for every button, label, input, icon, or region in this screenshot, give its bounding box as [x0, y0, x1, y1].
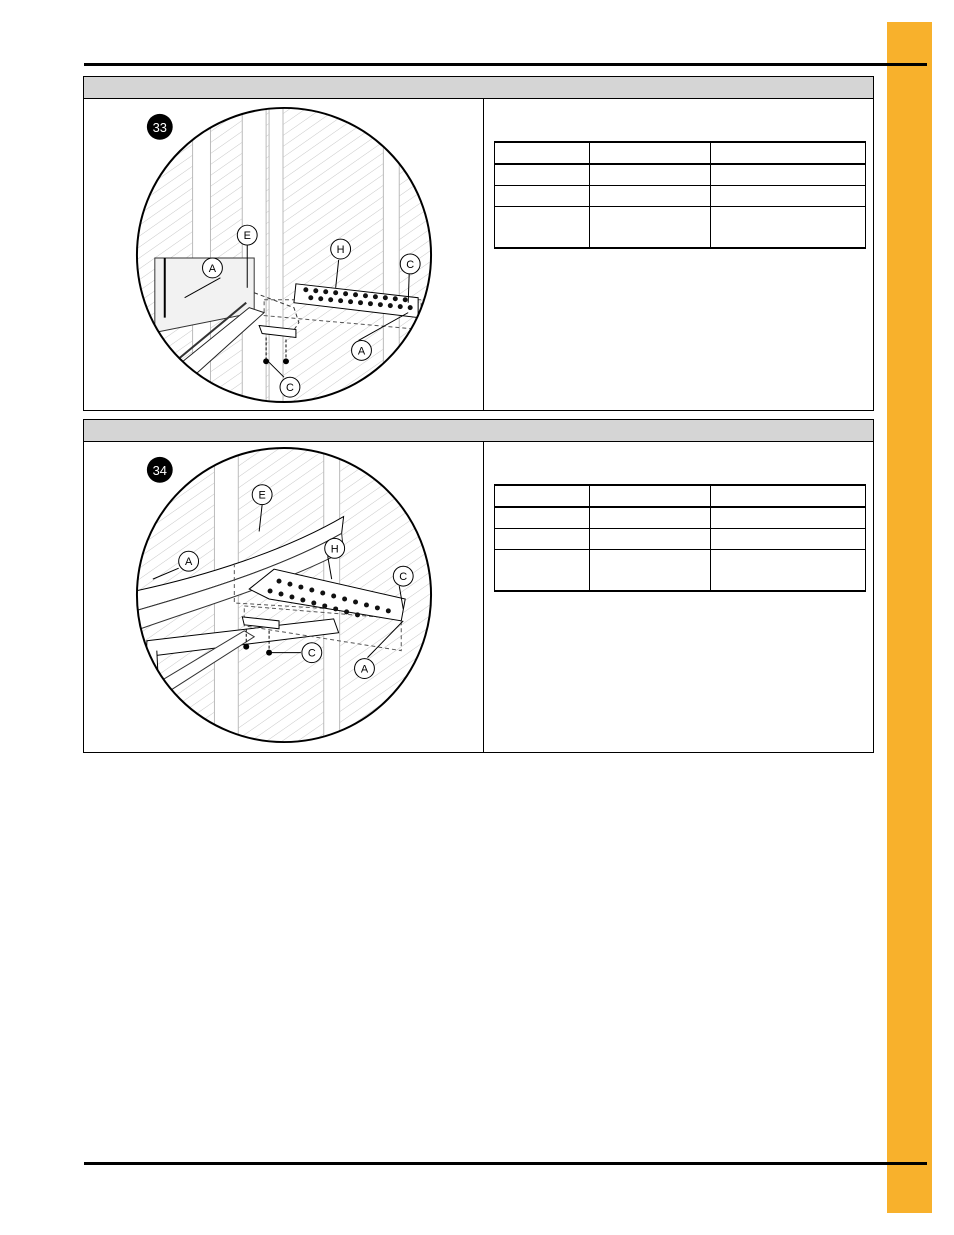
- step-34-callout-a: A: [184, 556, 193, 569]
- header-rule: [84, 63, 927, 66]
- footer-rule: [84, 1162, 927, 1165]
- step-33-badge: 33: [152, 119, 167, 135]
- step-33-callout-a2: A: [357, 345, 366, 358]
- step-34-callout-a2: A: [360, 663, 369, 676]
- table-row: [495, 186, 866, 207]
- table-row: [495, 529, 866, 550]
- table-row: [495, 164, 866, 186]
- step-33-panel: [83, 76, 874, 411]
- step-34-parts-table: [494, 484, 866, 592]
- step-33-header: [84, 77, 873, 99]
- step-34-illustration: [84, 442, 483, 752]
- table-row: [495, 550, 866, 592]
- step-33-parts-table: [494, 141, 866, 249]
- side-tab: [887, 22, 932, 1213]
- step-34-callout-h: H: [330, 543, 339, 556]
- step-33-callout-a: A: [208, 262, 217, 275]
- step-34-header: [84, 420, 873, 442]
- step-34-callout-e: E: [258, 489, 266, 502]
- step-33-illustration: [84, 99, 483, 410]
- table-row: [495, 507, 866, 529]
- step-33-callout-e: E: [243, 230, 251, 243]
- step-33-callout-c: C: [406, 258, 415, 271]
- table-row: [495, 207, 866, 249]
- step-34-panel: [83, 419, 874, 753]
- step-34-callout-c2: C: [307, 647, 316, 660]
- step-34-divider: [483, 442, 484, 752]
- step-34-callout-c: C: [399, 571, 408, 584]
- step-34-badge: 34: [152, 462, 167, 478]
- step-33-divider: [483, 99, 484, 410]
- step-33-callout-c2: C: [286, 382, 294, 395]
- step-33-callout-h: H: [336, 244, 345, 257]
